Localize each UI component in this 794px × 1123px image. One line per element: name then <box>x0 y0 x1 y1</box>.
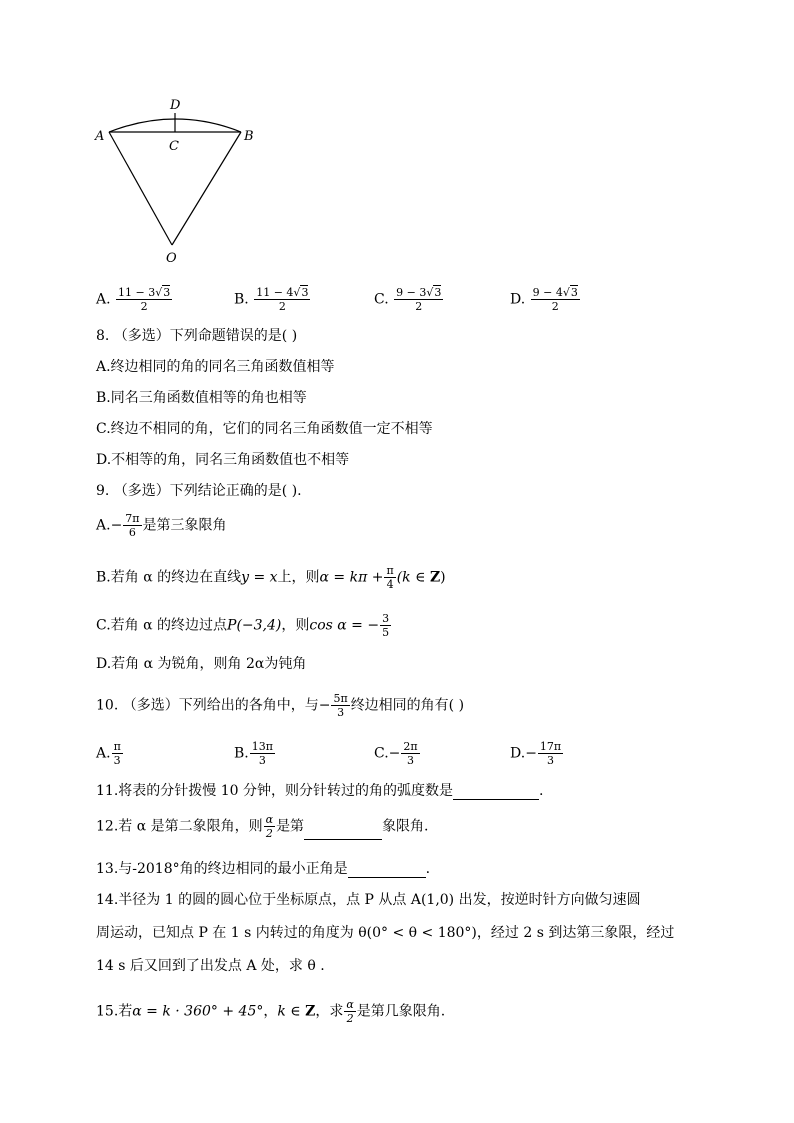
question-text: ，求 <box>315 1003 344 1020</box>
option-letter: C. <box>374 745 389 762</box>
q7-option-b[interactable] <box>234 286 311 313</box>
radicand: 3 <box>163 286 171 299</box>
option-letter: A. <box>96 745 111 762</box>
option-text: 上，则 <box>277 569 320 586</box>
denominator: 5 <box>382 626 390 639</box>
question-text: ， <box>263 1003 278 1020</box>
option-text: ，则 <box>281 617 310 634</box>
formula: α = k · 360° + 45° <box>132 1003 264 1020</box>
fraction <box>538 740 563 767</box>
q12 <box>96 813 429 840</box>
q7-option-d[interactable] <box>510 286 581 313</box>
q14-line-3: 14 s 后又回到了出发点 A 处，求 θ . <box>96 958 325 974</box>
label-D: D <box>170 98 181 113</box>
numerator: 2π <box>403 740 418 753</box>
integer-set: Z <box>429 569 441 586</box>
q8-stem: 8. （多选）下列命题错误的是( ) <box>96 328 298 344</box>
denominator: 3 <box>337 706 345 719</box>
q8-option-c[interactable]: C.终边不相同的角，它们的同名三角函数值一定不相等 <box>96 421 433 437</box>
point: P(−3,4) <box>227 617 282 634</box>
question-text: . <box>538 783 544 799</box>
denominator: 2 <box>140 300 148 313</box>
answer-blank[interactable] <box>304 825 382 840</box>
denominator: 3 <box>407 754 415 767</box>
numerator: 7π <box>125 512 140 525</box>
q10-option-d[interactable] <box>510 740 564 767</box>
q8-option-d[interactable]: D.不相等的角，同名三角函数值也不相等 <box>96 452 350 468</box>
q10-option-c[interactable] <box>374 740 421 767</box>
option-text: 是第三象限角 <box>142 517 227 534</box>
question-text: . <box>425 861 431 877</box>
integer-set: Z <box>305 1003 316 1020</box>
numerator: π <box>113 740 121 753</box>
denominator: 3 <box>113 754 121 767</box>
option-letter: D. <box>510 291 526 308</box>
denominator: 2 <box>415 300 423 313</box>
option-letter: B. <box>234 745 249 762</box>
option-letter: A. <box>96 291 111 308</box>
numerator: π <box>386 564 394 577</box>
formula: ) <box>440 569 446 586</box>
sign: − <box>388 745 401 762</box>
answer-blank[interactable] <box>453 785 539 800</box>
q7-option-a[interactable] <box>96 286 173 313</box>
answer-blank[interactable] <box>348 863 426 878</box>
q10-stem <box>96 692 464 719</box>
denominator: 2 <box>346 1012 354 1025</box>
label-C: C <box>169 139 179 154</box>
denominator: 3 <box>547 754 555 767</box>
sign: − <box>318 697 331 714</box>
option-text: C.若角 α 的终边过点 <box>96 617 228 634</box>
fraction: $\frac{11 - 4√3}{2}$ <box>256 286 309 313</box>
q9-option-b[interactable] <box>96 564 446 591</box>
denominator: 2 <box>278 300 286 313</box>
fraction <box>331 692 349 719</box>
q9-option-c[interactable] <box>96 612 392 639</box>
label-A: A <box>95 129 105 144</box>
fraction <box>344 998 355 1025</box>
numerator-text: 11 − 3 <box>118 286 156 299</box>
numerator: α <box>346 998 354 1011</box>
segment-AO <box>109 132 172 245</box>
q9-stem: 9. （多选）下列结论正确的是( ). <box>96 483 302 499</box>
denominator: 4 <box>386 578 394 591</box>
fraction <box>250 740 275 767</box>
q8-option-a[interactable]: A.终边相同的角的同名三角函数值相等 <box>96 359 335 375</box>
stem-text: 10. （多选）下列给出的各角中，与 <box>96 697 319 714</box>
numerator: 3 <box>382 612 390 625</box>
radicand: 3 <box>570 286 578 299</box>
fraction <box>112 740 123 767</box>
label-O: O <box>166 251 177 266</box>
fraction: $\frac{9 - 3√3}{2}$ <box>396 286 442 313</box>
question-text: 11.将表的分针拨慢 10 分钟，则分针转过的角的弧度数是 <box>96 783 453 799</box>
option-letter: C. <box>374 291 389 308</box>
q14-line-1: 14.半径为 1 的圆的圆心位于坐标原点，点 P 从点 A(1,0) 出发，按逆时针方向做匀速圆 <box>96 892 641 908</box>
option-text: B.若角 α 的终边在直线 <box>96 569 242 586</box>
denominator: 2 <box>265 827 273 840</box>
radicand: 3 <box>434 286 442 299</box>
sign: − <box>110 517 123 534</box>
q15 <box>96 998 445 1025</box>
q10-option-a[interactable] <box>96 740 124 767</box>
question-text: 是第 <box>276 818 305 835</box>
geometry-figure <box>90 92 270 272</box>
numerator-text: 11 − 4 <box>256 286 294 299</box>
q14-line-2: 周运动，已知点 P 在 1 s 内转过的角度为 θ(0° < θ < 180°)，经过 2 s 到达第三象限，经过 <box>96 925 675 941</box>
fraction <box>123 512 141 539</box>
denominator: 6 <box>128 526 136 539</box>
q8-option-b[interactable]: B.同名三角函数值相等的角也相等 <box>96 390 307 406</box>
numerator: 17π <box>539 740 562 753</box>
option-letter: B. <box>234 291 249 308</box>
q10-option-b[interactable] <box>234 740 276 767</box>
formula: cos α = − <box>309 617 380 634</box>
fraction: $\frac{11 - 3√3}{2}$ <box>118 286 171 313</box>
fraction <box>401 740 419 767</box>
question-text: 象限角. <box>382 818 429 835</box>
q9-option-d[interactable]: D.若角 α 为锐角，则角 2α为钝角 <box>96 656 307 672</box>
question-text: 13.与-2018°角的终边相同的最小正角是 <box>96 861 348 877</box>
radicand: 3 <box>301 286 309 299</box>
fraction <box>380 612 391 639</box>
stem-text: 终边相同的角有( ) <box>350 697 465 714</box>
numerator: 5π <box>333 692 348 705</box>
numerator: α <box>265 813 274 826</box>
numerator: 13π <box>251 740 273 753</box>
fraction <box>384 564 395 591</box>
label-B: B <box>244 129 254 144</box>
question-text: 15.若 <box>96 1003 133 1020</box>
q9-option-a[interactable] <box>96 512 227 539</box>
q13 <box>96 860 430 878</box>
segment-BO <box>172 132 241 245</box>
formula: k ∈ <box>277 1003 306 1020</box>
option-letter: A. <box>96 517 111 534</box>
option-letter: D. <box>510 745 526 762</box>
numerator-text: 9 − 4 <box>532 286 563 299</box>
denominator: 3 <box>258 754 266 767</box>
fraction <box>264 813 275 840</box>
equation: y = x <box>241 569 278 586</box>
formula: (k ∈ <box>396 569 430 586</box>
numerator-text: 9 − 3 <box>396 286 427 299</box>
denominator: 2 <box>551 300 559 313</box>
q11 <box>96 782 543 800</box>
q7-option-c[interactable] <box>374 286 444 313</box>
fraction: $\frac{9 - 4√3}{2}$ <box>532 286 578 313</box>
sign: − <box>525 745 537 762</box>
question-text: 是第几象限角. <box>356 1003 446 1020</box>
question-text: 12.若 α 是第二象限角，则 <box>96 818 263 835</box>
formula: α = kπ + <box>319 569 384 586</box>
